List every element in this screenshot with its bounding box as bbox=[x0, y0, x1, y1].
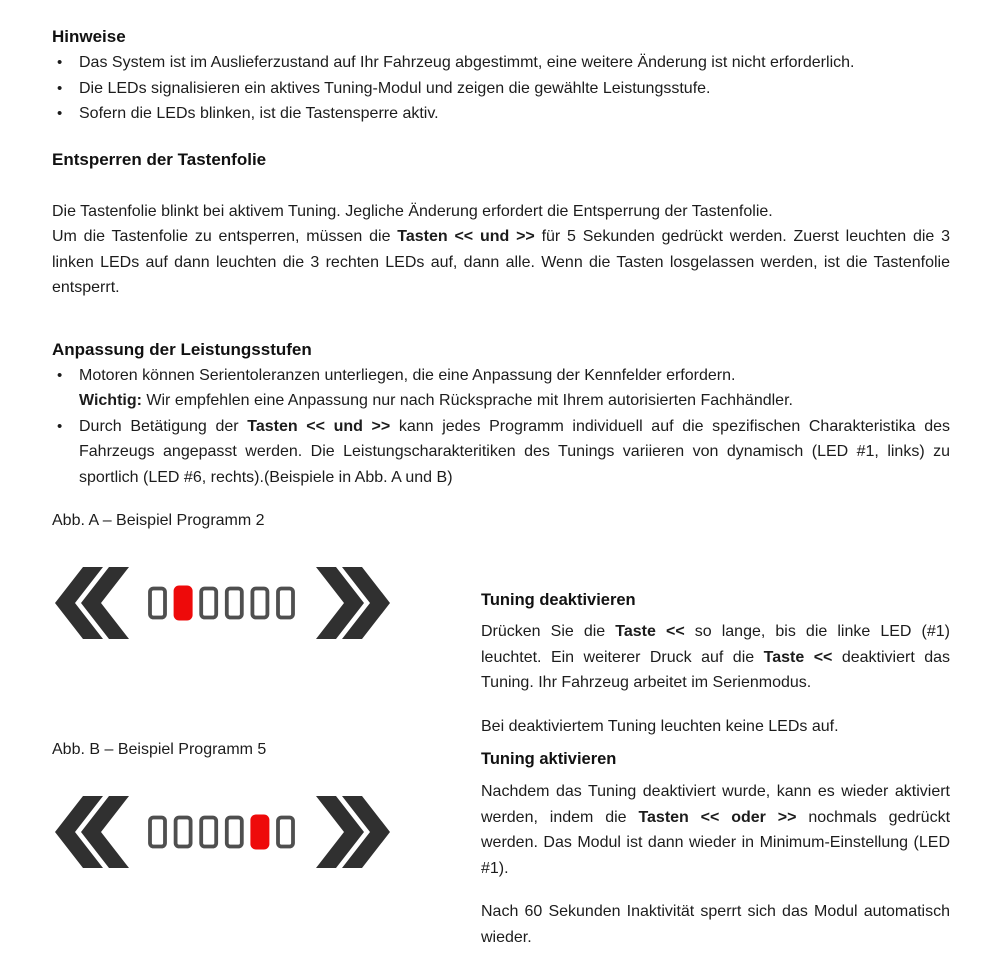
bullet-item bbox=[52, 414, 950, 491]
body-paragraph: Bei deaktiviertem Tuning leuchten keine LEDs auf. bbox=[481, 717, 839, 735]
section-heading-tuning-deaktivieren: Tuning deaktivieren bbox=[481, 591, 636, 609]
bullet-icon: • bbox=[57, 79, 63, 97]
double-chevron-right-icon bbox=[316, 796, 390, 868]
bullet-icon: • bbox=[57, 417, 63, 435]
led-indicator-active bbox=[174, 586, 193, 621]
right-column bbox=[481, 588, 950, 950]
bullet-icon: • bbox=[57, 105, 63, 122]
led-indicator-inactive bbox=[150, 589, 165, 618]
led-display-figure-b bbox=[55, 796, 390, 868]
body-paragraph: Nachdem das Tuning deaktiviert wurde, kann es wieder aktiviert werden, indem die Tasten << oder >> nochmals gedrückt werden. Das Modul ist dann wieder in Minimum-Einstellung (LED #1). bbox=[481, 783, 951, 877]
bullet-icon: • bbox=[57, 366, 63, 384]
body-paragraph: Die Tastenfolie blinkt bei aktivem Tuning. Jegliche Änderung erfordert die Entsperrung der Tastenfolie. bbox=[52, 202, 773, 220]
led-row bbox=[150, 586, 293, 621]
led-indicator-inactive bbox=[201, 589, 216, 618]
figure-a-caption: Abb. A – Beispiel Programm 2 bbox=[52, 512, 265, 529]
led-display-figure-a bbox=[55, 567, 390, 639]
bullet-text: Motoren können Serientoleranzen unterliegen, die eine Anpassung der Kennfelder erfordern. Wichtig: Wir empfehlen eine Anpassung nur nach Rücksprache mit Ihrem autorisierten Fachhändler. bbox=[79, 366, 793, 409]
double-chevron-left-icon bbox=[55, 796, 129, 868]
bullet-item bbox=[52, 363, 950, 414]
section-heading-entsperren: Entsperren der Tastenfolie bbox=[52, 149, 267, 169]
led-indicator-active bbox=[250, 815, 269, 850]
led-row bbox=[150, 815, 293, 850]
led-indicator-inactive bbox=[150, 818, 165, 847]
led-indicator-inactive bbox=[227, 589, 242, 618]
body-paragraph: Drücken Sie die Taste << so lange, bis die linke LED (#1) leuchtet. Ein weiterer Druck auf die Taste << deaktiviert das Tuning. Ihr Fahrzeug arbeitet im Serienmodus. bbox=[481, 623, 951, 691]
bullet-text: Das System ist im Auslieferzustand auf Ihr Fahrzeug abgestimmt, eine weitere Änderung ist nicht erforderlich. bbox=[79, 54, 855, 71]
hinweise-bullet-list bbox=[52, 50, 950, 127]
led-indicator-inactive bbox=[227, 818, 242, 847]
bullet-text: Sofern die LEDs blinken, ist die Tastensperre aktiv. bbox=[79, 105, 439, 122]
bullet-text: Durch Betätigung der Tasten << und >> kann jedes Programm individuell auf die spezifischen Charakteristika des Fahrzeugs angepasst werden. Die Leistungscharakteritiken des Tunings variieren von dynamisch (LED #1, links) zu sportlich (LED #6, rechts).(Beispiele in Abb. A und B) bbox=[79, 417, 950, 486]
led-indicator-inactive bbox=[278, 818, 293, 847]
led-indicator-inactive bbox=[201, 818, 216, 847]
led-indicator-inactive bbox=[176, 818, 191, 847]
double-chevron-right-icon bbox=[316, 567, 390, 639]
led-indicator-inactive bbox=[278, 589, 293, 618]
body-paragraph: Nach 60 Sekunden Inaktivität sperrt sich das Modul automatisch wieder. bbox=[481, 903, 950, 946]
bullet-text: Die LEDs signalisieren ein aktives Tuning-Modul und zeigen die gewählte Leistungsstufe. bbox=[79, 79, 711, 97]
bullet-icon: • bbox=[57, 54, 63, 71]
section-heading-hinweise: Hinweise bbox=[52, 27, 126, 46]
double-chevron-left-icon bbox=[55, 567, 129, 639]
anpassung-bullet-list bbox=[52, 363, 950, 491]
bullet-item bbox=[52, 76, 950, 102]
bullet-item bbox=[52, 50, 950, 76]
figure-b-caption: Abb. B – Beispiel Programm 5 bbox=[52, 741, 267, 758]
section-heading-anpassung: Anpassung der Leistungsstufen bbox=[52, 339, 312, 359]
bullet-item bbox=[52, 101, 950, 127]
body-paragraph: Um die Tastenfolie zu entsperren, müssen die Tasten << und >> für 5 Sekunden gedrückt werden. Zuerst leuchten die 3 linken LEDs auf dann leuchten die 3 rechten LEDs auf, dann alle. Wenn die Tasten losgelassen werden, ist die Tastenfolie entsperrt. bbox=[52, 228, 951, 296]
led-indicator-inactive bbox=[252, 589, 267, 618]
section-heading-tuning-aktivieren: Tuning aktivieren bbox=[481, 750, 617, 768]
